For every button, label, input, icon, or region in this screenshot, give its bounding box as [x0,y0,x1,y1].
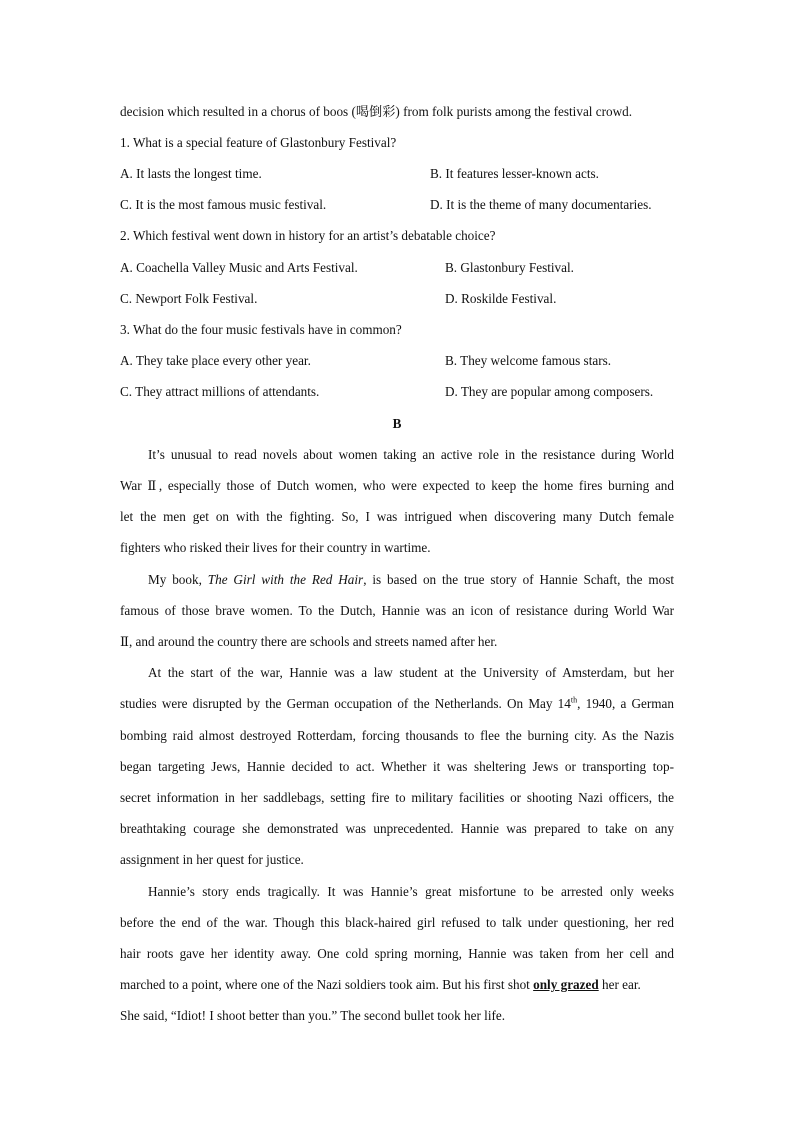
p3-line-6: breathtaking courage she demonstrated was unprecedented. Hannie was prepared to take on any [120,821,674,836]
p1-line-3: let the men get on with the fighting. So, I was intrigued when discovering many Dutch female [120,509,674,524]
p4-line-2: before the end of the war. Though this black-haired girl refused to talk under questioning, her red [120,915,674,930]
q3-option-b: B. They welcome famous stars. [445,353,612,368]
question-3-stem: 3. What do the four music festivals have in common? [120,322,402,337]
p3-line-2-pre: studies were disrupted by the German occupation of the Netherlands. On May 14 [120,696,571,711]
underlined-phrase: only grazed [533,977,599,992]
q2-option-a: A. Coachella Valley Music and Arts Festival. [120,260,358,275]
p3-line-3: bombing raid almost destroyed Rotterdam, forcing thousands to flee the burning city. As the Nazis [120,728,674,743]
q1-option-a: A. It lasts the longest time. [120,166,262,181]
p4-line-5: She said, “Idiot! I shoot better than you.” The second bullet took her life. [120,1008,506,1023]
intro-line: decision which resulted in a chorus of boos (喝倒彩) from folk purists among the festival crowd. [120,104,633,119]
q1-option-b: B. It features lesser-known acts. [430,166,599,181]
q2-option-c: C. Newport Folk Festival. [120,291,258,306]
p3-line-1: At the start of the war, Hannie was a law student at the University of Amsterdam, but her [148,665,674,680]
p4-line-4-pre: marched to a point, where one of the Nazi soldiers took aim. But his first shot [120,977,534,992]
p1-line-2: War Ⅱ, especially those of Dutch women, who were expected to keep the home fires burning and [120,478,674,493]
p1-line-1: It’s unusual to read novels about women taking an active role in the resistance during World [148,447,674,462]
p3-line-2-post: , 1940, a German [577,696,674,711]
q1-option-d: D. It is the theme of many documentaries. [430,197,652,212]
p4-line-4-post: her ear. [598,977,641,992]
p3-line-2 [120,695,674,713]
q3-option-d: D. They are popular among composers. [445,384,654,399]
p2-line-3: Ⅱ, and around the country there are schools and streets named after her. [120,634,498,649]
p3-line-5: secret information in her saddlebags, setting fire to military facilities or shooting Nazi officers, the [120,790,674,805]
book-title: The Girl with the Red Hair [207,572,364,587]
p2-line-1-pre: My book, [148,572,208,587]
question-2-stem: 2. Which festival went down in history for an artist’s debatable choice? [120,228,496,243]
q1-option-c: C. It is the most famous music festival. [120,197,327,212]
q3-option-a: A. They take place every other year. [120,353,311,368]
p3-line-4: began targeting Jews, Hannie decided to act. Whether it was sheltering Jews or transporting top- [120,759,674,774]
p4-line-4 [120,976,674,994]
ordinal-suffix: th [570,695,578,705]
p2-line-1 [148,571,674,589]
p4-line-3: hair roots gave her identity away. One cold spring morning, Hannie was taken from her cell and [120,946,674,961]
q3-option-c: C. They attract millions of attendants. [120,384,320,399]
p2-line-2: famous of those brave women. To the Dutch, Hannie was an icon of resistance during World War [120,603,674,618]
q2-option-b: B. Glastonbury Festival. [445,260,574,275]
p3-line-7: assignment in her quest for justice. [120,852,304,867]
p4-line-1: Hannie’s story ends tragically. It was Hannie’s great misfortune to be arrested only weeks [148,884,674,899]
p2-line-1-post: , is based on the true story of Hannie Schaft, the most [363,572,674,587]
p1-line-4: fighters who risked their lives for their country in wartime. [120,540,431,555]
question-1-stem: 1. What is a special feature of Glastonbury Festival? [120,135,397,150]
q2-option-d: D. Roskilde Festival. [445,291,557,306]
section-heading: B [392,416,402,431]
